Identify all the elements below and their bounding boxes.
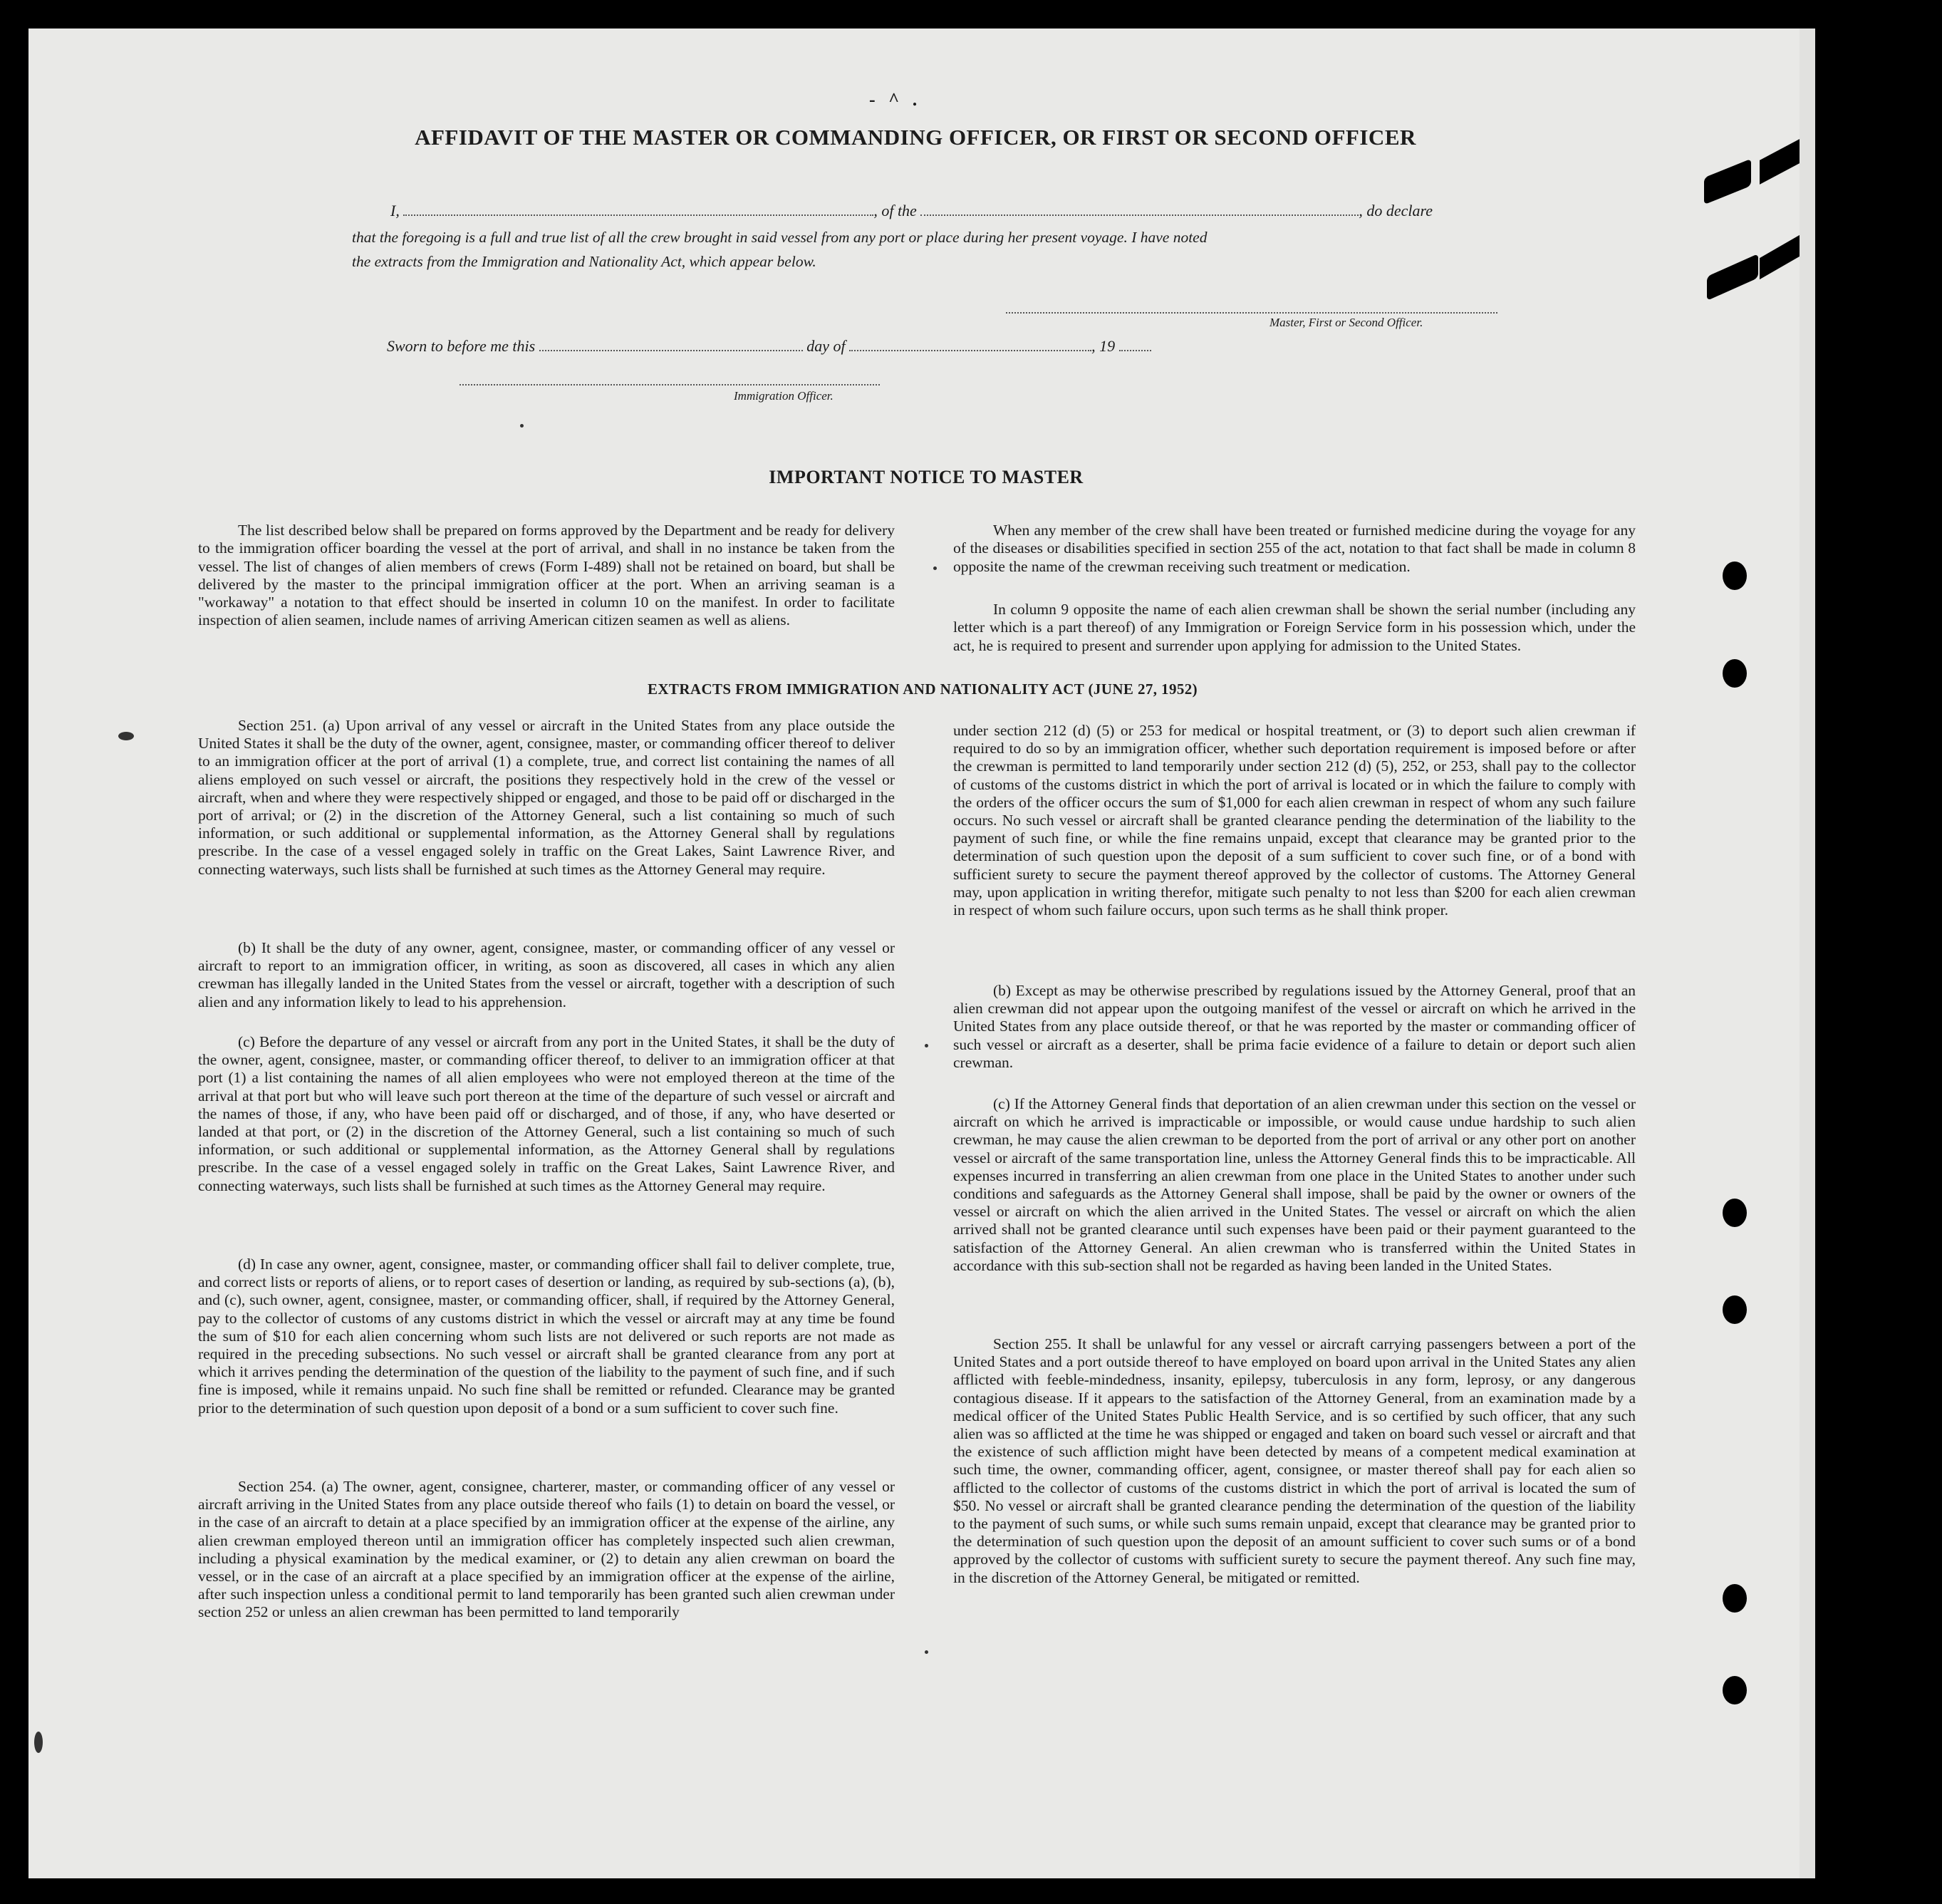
day-of-label: day of xyxy=(806,337,846,355)
ink-speck xyxy=(925,1044,928,1047)
affidavit-line-3: the extracts from the Immigration and Nationality Act, which appear below. xyxy=(352,253,816,270)
extract-section-254b: (b) Except as may be otherwise prescribed by regulations issued by the Attorney General, proof that an alien crewman did not appear upon the outgoing manifest of the vessel or aircraft on which he arrived in the United States from any place outside thereof, or that he was reported by the master or commanding officer of such vessel or aircraft as a deserter, shall be prima facie evidence of a failure to detain or deport such alien crewman. xyxy=(953,982,1636,1071)
extract-section-254a: Section 254. (a) The owner, agent, consignee, charterer, master, or commanding officer of any vessel or aircraft arriving in the United States from any place outside thereof who fails (1) to detain on board the vessel, or in the case of an aircraft to detain at a place specified by an immigration officer at the expense of the airline, any alien crewman employed thereon until an immigration officer has completely inspected such alien crewman, including a physical examination by the medical examiner, or (2) to detain any alien crewman on board the vessel, or in the case of an aircraft at a place specified by an immigration officer at the expense of the airline, after such inspection unless a conditional permit to land temporarily has been granted such alien crewman under section 252 or unless an alien crewman has been permitted to land temporarily xyxy=(198,1478,895,1621)
year-label: , 19 xyxy=(1091,337,1116,355)
punch-hole xyxy=(1723,1199,1747,1227)
sworn-month-field[interactable] xyxy=(849,337,1091,351)
do-declare-label: , do declare xyxy=(1359,202,1433,219)
name-field[interactable] xyxy=(403,202,873,216)
ink-speck xyxy=(34,1732,43,1753)
extract-section-254a-cont: under section 212 (d) (5) or 253 for medical or hospital treatment, or (3) to deport such alien crewman if required to do so by an immigration officer, whether such deportation requirement is imposed before or after the crewman is permitted to land temporarily under section 212 (d) (5), 252, or 253, shall pay to the collector of customs of the customs district in which the port of arrival is located or in which the failure to comply with the orders of the officer occurs the sum of $1,000 for each alien crewman in respect of whom any such failure occurs. No such vessel or aircraft shall be granted clearance pending the determination of the liability to the payment of such fine, or while the fine remains unpaid, except that clearance may be granted prior to the determination of such question upon the deposit of a sum sufficient to cover such fine, or of a bond with sufficient surety to secure the payment thereof approved by the collector of customs. The Attorney General may, upon application in writing therefor, mitigate such penalty to not less than $200 for each alien crewman in respect of whom such failure occurs, upon such terms as he shall think proper. xyxy=(953,722,1636,919)
extract-section-251d: (d) In case any owner, agent, consignee, master, or commanding officer shall fail to deliver complete, true, and correct lists or reports of aliens, or to report cases of desertion or landing, as required by sub-sections (a), (b), and (c), such owner, agent, consignee, master, or commanding officer, shall, if required by the Attorney General, pay to the collector of customs of any customs district in which the vessel or aircraft may at any time be found the sum of $10 for each alien concerning whom such lists are not delivered or such reports are not made as required in the preceding subsections. No such vessel or aircraft shall be granted clearance from any port at which it arrives pending the determination of the question of the liability to the payment of such fine, and if such fine is imposed, while it remains unpaid. No such fine shall be remitted or refunded. Clearance may be granted prior to the determination of such question upon deposit of a bond or a sum sufficient to cover such fine. xyxy=(198,1256,895,1417)
of-the-label: , of the xyxy=(873,202,917,219)
punch-hole xyxy=(1723,562,1747,590)
top-mark: - ^ . xyxy=(869,89,922,110)
immigration-caption: Immigration Officer. xyxy=(734,389,834,403)
ink-speck xyxy=(520,424,524,428)
punch-hole xyxy=(1723,1584,1747,1613)
extract-section-251c: (c) Before the departure of any vessel or aircraft from any port in the United States, it shall be the duty of the owner, agent, consignee, master, or commanding officer thereof, to deliver to an immigration officer at that port (1) a list containing the names of all alien employees who were not employed thereon at the time of the arrival at that port but who will leave such port thereon at the time of the departure of such vessel or aircraft and the names of those, if any, who have been paid off or discharged, and of those, if any, who have deserted or landed at that port, or (2) in the discretion of the Attorney General, such a list containing so much of such information, or such additional or supplemental information, as the Attorney General shall by regulations prescribe. In the case of a vessel engaged solely in traffic on the Great Lakes, Saint Lawrence River, and connecting waterways, such lists shall be furnished at such times as the Attorney General may require. xyxy=(198,1033,895,1194)
extract-section-251a: Section 251. (a) Upon arrival of any vessel or aircraft in the United States from any place outside the United States it shall be the duty of the owner, agent, consignee, master, or commanding officer thereof to deliver to an immigration officer at the port of arrival (1) a complete, true, and correct list containing the names of all aliens employed on such vessel or aircraft, the positions they respectively hold in the crew of the vessel or aircraft, when and where they were respectively shipped or engaged, and those to be paid off or discharged in the port of arrival; or (2) in the discretion of the Attorney General, such a list containing so much of such information, or such additional or supplemental information, as the Attorney General shall by regulations prescribe. In the case of a vessel engaged solely in traffic on the Great Lakes, Saint Lawrence River, and connecting waterways, such lists shall be furnished at such times as the Attorney General may require. xyxy=(198,717,895,878)
master-signature-line[interactable] xyxy=(1006,312,1497,314)
punch-hole xyxy=(1723,659,1747,688)
punch-hole xyxy=(1723,1295,1747,1324)
affidavit-title: AFFIDAVIT OF THE MASTER OR COMMANDING OFFICER, OR FIRST OR SECOND OFFICER xyxy=(415,125,1416,150)
notice-title: IMPORTANT NOTICE TO MASTER xyxy=(769,467,1084,487)
affidavit-line-1 xyxy=(390,202,1433,220)
sworn-year-field[interactable] xyxy=(1119,337,1151,351)
ink-speck xyxy=(118,732,134,740)
affidavit-line-2: that the foregoing is a full and true list of all the crew brought in said vessel from any port or place during her present voyage. I have noted xyxy=(352,229,1208,246)
immigration-signature-line[interactable] xyxy=(459,384,880,386)
extract-section-255: Section 255. It shall be unlawful for any vessel or aircraft carrying passengers between a port of the United States and a port outside thereof to have employed on board upon arrival in the United States any alien afflicted with feeble-mindedness, insanity, epilepsy, tuberculosis in any form, leprosy, or any dangerous contagious disease. If it appears to the satisfaction of the Attorney General, from an examination made by a medical officer of the United States Public Health Service, and is so certified by such officer, that any such alien was so afflicted at the time he was shipped or engaged and taken on board such vessel or aircraft and that the existence of such affliction might have been detected by means of a competent medical examination at such time, the owner, commanding officer, agent, consignee, or master thereof shall pay for each alien so afflicted to the collector of customs of the customs district in which the port of arrival is located the sum of $50. No vessel or aircraft shall be granted clearance pending the determination of the question of the liability to the payment of such sums, or while such sums remain unpaid, except that clearance may be granted prior to the determination of such question upon the deposit of an amount sufficient to cover such sums or of a bond approved by the collector of customs with sufficient surety to secure the payment thereof. Any such fine may, in the discretion of the Attorney General, be mitigated or remitted. xyxy=(953,1335,1636,1586)
i-label: I, xyxy=(390,202,400,219)
notice-right-para-1: When any member of the crew shall have been treated or furnished medicine during the voyage for any of the diseases or disabilities specified in section 255 of the act, notation to that fact shall be made in column 8 opposite the name of the crewman receiving such treatment or medication. xyxy=(953,522,1636,575)
extracts-title: EXTRACTS FROM IMMIGRATION AND NATIONALITY ACT (JUNE 27, 1952) xyxy=(647,681,1198,698)
ink-speck xyxy=(925,1650,928,1654)
notice-right-para-2: In column 9 opposite the name of each alien crewman shall be shown the serial number (including any letter which is a part thereof) of any Immigration or Foreign Service form in his possession which, under the act, he is required to present and surrender upon applying for admission to the United States. xyxy=(953,601,1636,654)
page-edge xyxy=(1800,29,1815,1878)
extract-section-254c: (c) If the Attorney General finds that deportation of an alien crewman under this section on the vessel or aircraft on which he arrived is impracticable or impossible, or would cause undue hardship to such alien crewman, he may cause the alien crewman to be deported from the port of arrival or any other port on another vessel or aircraft of the same transportation line, unless the Attorney General finds this to be impracticable. All expenses incurred in transferring an alien crewman from one place in the United States to another under such conditions and safeguards as the Attorney General shall impose, shall be paid by the owner or owners of the vessel or aircraft on which the alien arrived in the United States. The vessel or aircraft on which the alien arrived shall not be granted clearance until such expenses have been paid or their payment guaranteed to the satisfaction of the Attorney General. An alien crewman who is transferred within the United States in accordance with this sub-section shall not be regarded as having been landed in the United States. xyxy=(953,1095,1636,1274)
ink-speck xyxy=(933,566,937,570)
extract-section-251b: (b) It shall be the duty of any owner, agent, consignee, master, or commanding officer of any vessel or aircraft to report to an immigration officer, in writing, as soon as discovered, all cases in which any alien crewman has illegally landed in the United States from the vessel or aircraft, together with a description of such alien and any information likely to lead to his apprehension. xyxy=(198,939,895,1010)
vessel-field[interactable] xyxy=(920,202,1359,216)
sworn-line xyxy=(387,337,1151,356)
punch-hole xyxy=(1723,1676,1747,1704)
sworn-day-field[interactable] xyxy=(539,337,803,351)
notice-left-para: The list described below shall be prepared on forms approved by the Department and be ready for delivery to the immigration officer boarding the vessel at the port of arrival, and shall in no instance be taken from the vessel. The list of changes of alien members of crews (Form I-489) shall not be retained on board, but shall be delivered by the master to the principal immigration officer at the port. When an arriving seaman is a "workaway" a notation to that effect should be inserted in column 10 on the manifest. In order to facilitate inspection of alien seamen, include names of arriving American citizen seamen as well as aliens. xyxy=(198,522,895,629)
sworn-label: Sworn to before me this xyxy=(387,337,536,355)
master-caption: Master, First or Second Officer. xyxy=(1269,316,1423,329)
